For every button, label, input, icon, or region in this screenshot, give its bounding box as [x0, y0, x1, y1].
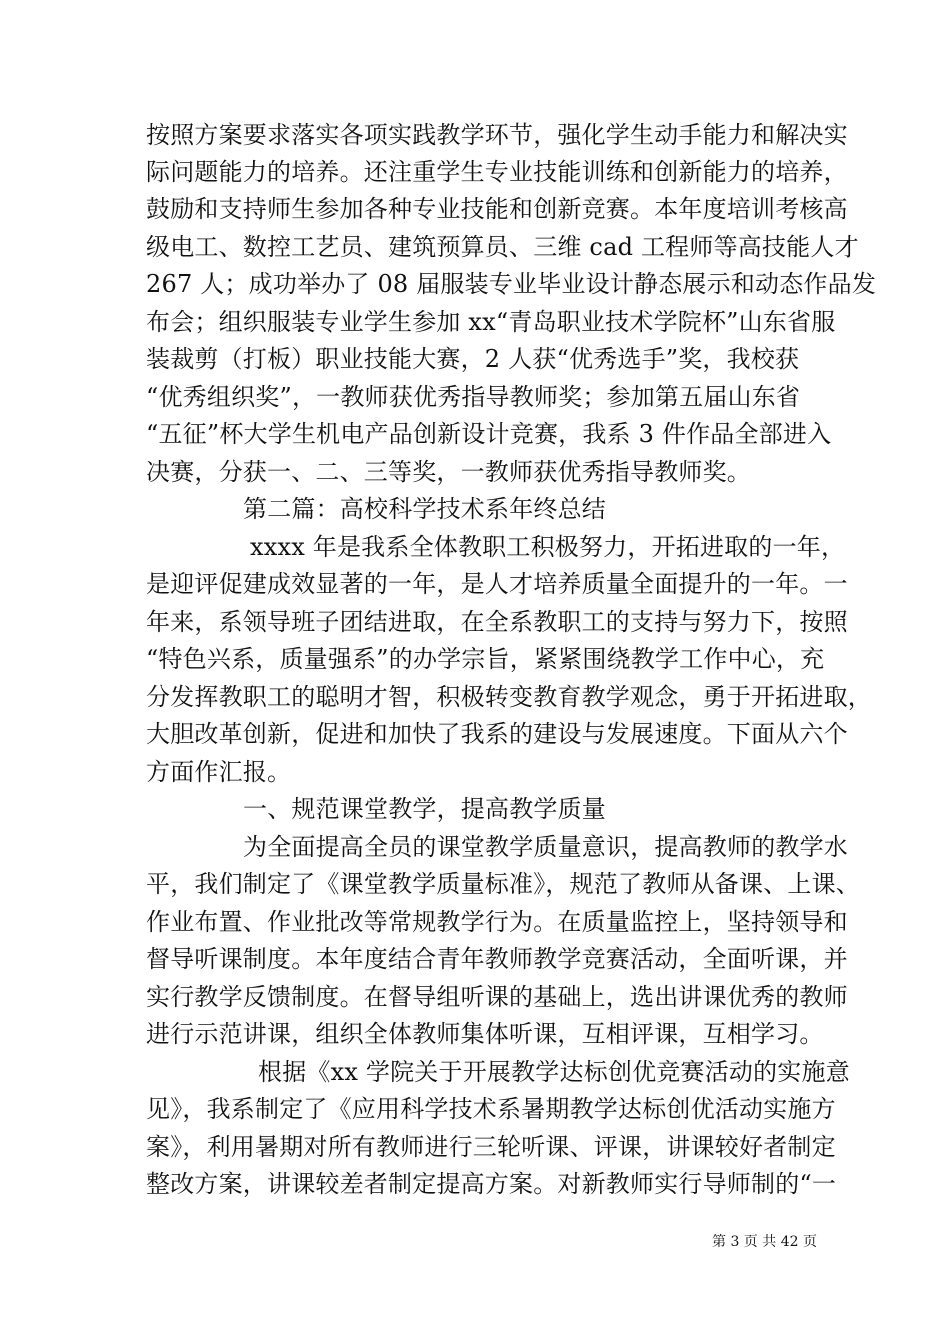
text-line: 分发挥教职工的聪明才智，积极转变教育教学观念，勇于开拓进取，	[146, 683, 872, 711]
text-line: 方面作汇报。	[146, 758, 292, 786]
text-line: 年来，系领导班子团结进取，在全系教职工的支持与努力下，按照	[146, 608, 848, 636]
text-line: 267 人；成功举办了 08 届服装专业毕业设计静态展示和动态作品发	[146, 270, 877, 298]
text-line: 平，我们制定了《课堂教学质量标准》，规范了教师从备课、上课、	[146, 870, 860, 898]
text-line: 根据《xx 学院关于开展教学达标创优竞赛活动的实施意	[258, 1058, 850, 1086]
text-line: 督导听课制度。本年度结合青年教师教学竞赛活动，全面听课，并	[146, 945, 848, 973]
text-line: 案》，利用暑期对所有教师进行三轮听课、评课，讲课较好者制定	[146, 1133, 836, 1161]
text-line: 鼓励和支持师生参加各种专业技能和创新竞赛。本年度培训考核高	[146, 195, 848, 223]
text-line: “特色兴系，质量强系”的办学宗旨，紧紧围绕教学工作中心，充	[146, 645, 825, 673]
text-line: 进行示范讲课，组织全体教师集体听课，互相评课，互相学习。	[146, 1020, 824, 1048]
text-line: 决赛，分获一、二、三等奖，一教师获优秀指导教师奖。	[146, 458, 751, 486]
text-line: 大胆改革创新，促进和加快了我系的建设与发展速度。下面从六个	[146, 720, 848, 748]
text-line: 整改方案，讲课较差者制定提高方案。对新教师实行导师制的“一	[146, 1170, 837, 1198]
text-line: 为全面提高全员的课堂教学质量意识，提高教师的教学水	[243, 833, 848, 861]
text-line: 按照方案要求落实各项实践教学环节，强化学生动手能力和解决实	[146, 121, 848, 149]
subsection-heading: 一、规范课堂教学，提高教学质量	[243, 795, 606, 823]
text-line: 际问题能力的培养。还注重学生专业技能训练和创新能力的培养，	[146, 158, 848, 186]
text-line: “优秀组织奖”，一教师获优秀指导教师奖；参加第五届山东省	[146, 383, 801, 411]
page-number: 第 3 页 共 42 页	[712, 1234, 817, 1250]
text-line: 是迎评促建成效显著的一年，是人才培养质量全面提升的一年。一	[146, 570, 848, 598]
text-line: xxxx 年是我系全体教职工积极努力，开拓进取的一年，	[250, 533, 846, 561]
text-line: 装裁剪（打板）职业技能大赛，2 人获“优秀选手”奖，我校获	[146, 345, 800, 373]
text-line: 见》，我系制定了《应用科学技术系暑期教学达标创优活动实施方	[146, 1095, 836, 1123]
section-heading: 第二篇：高校科学技术系年终总结	[243, 495, 606, 523]
text-line: 级电工、数控工艺员、建筑预算员、三维 cad 工程师等高技能人才	[146, 233, 859, 261]
text-line: 布会；组织服装专业学生参加 xx“青岛职业技术学院杯”山东省服	[146, 308, 836, 336]
text-line: 作业布置、作业批改等常规教学行为。在质量监控上，坚持领导和	[146, 908, 848, 936]
text-line: “五征”杯大学生机电产品创新设计竞赛，我系 3 件作品全部进入	[146, 420, 832, 448]
text-line: 实行教学反馈制度。在督导组听课的基础上，选出讲课优秀的教师	[146, 983, 848, 1011]
